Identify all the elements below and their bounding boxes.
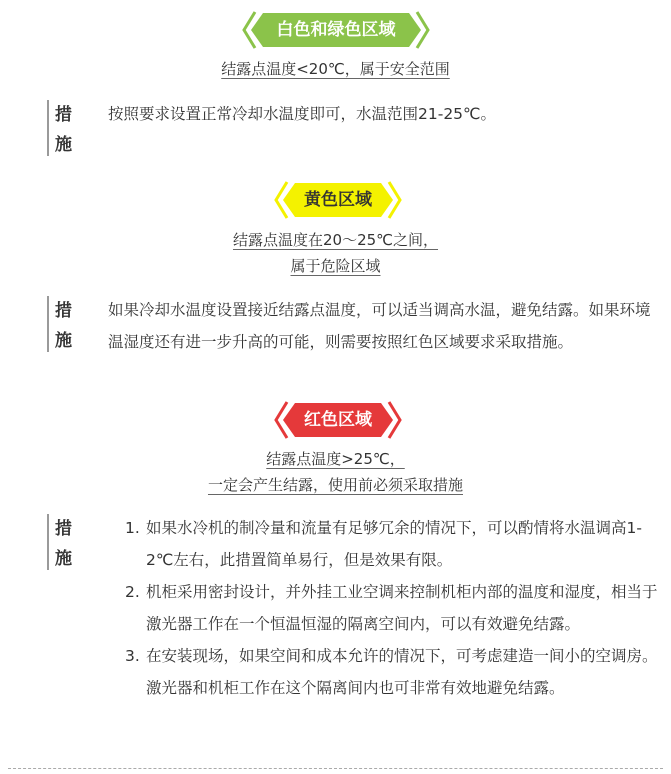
measure-char-2: 施	[55, 135, 72, 155]
red-measure-label	[47, 514, 75, 570]
measure-char-1: 措	[55, 105, 72, 125]
list-item-number: 3.	[125, 647, 140, 665]
green-condition-line: 结露点温度<20℃，属于安全范围	[221, 60, 450, 78]
red-banner-label: 红色区域	[304, 410, 372, 430]
yellow-zone-banner	[0, 180, 671, 220]
list-item-number: 1.	[125, 519, 140, 537]
red-condition-2	[0, 472, 671, 498]
green-zone-banner	[0, 10, 671, 50]
red-condition-1	[0, 446, 671, 472]
list-item-text: 机柜采用密封设计，并外挂工业空调来控制机柜内部的温度和湿度，相当于激光器工作在一个恒温恒湿的隔离空间内，可以有效避免结露。	[146, 583, 658, 633]
green-measure-label	[47, 100, 75, 156]
red-measure-list	[108, 512, 660, 704]
list-item-text: 如果水冷机的制冷量和流量有足够冗余的情况下，可以酌情将水温调高1-2℃左右，此措置简单易行，但是效果有限。	[146, 519, 642, 569]
list-item-number: 2.	[125, 583, 140, 601]
green-condition	[0, 56, 671, 82]
bottom-divider	[8, 768, 663, 769]
red-zone-banner	[0, 400, 671, 440]
yellow-condition-1	[0, 227, 671, 253]
measure-char-2: 施	[55, 549, 72, 569]
list-item-text: 在安装现场，如果空间和成本允许的情况下，可考虑建造一间小的空调房。激光器和机柜工作在这个隔离间内也可非常有效地避免结露。	[146, 647, 658, 697]
yellow-banner-label: 黄色区域	[304, 190, 372, 210]
measure-char-1: 措	[55, 301, 72, 321]
yellow-condition-2	[0, 253, 671, 279]
yellow-measure-label	[47, 296, 75, 352]
green-banner-label: 白色和绿色区域	[276, 20, 396, 40]
list-item	[108, 512, 660, 576]
list-item	[108, 640, 660, 704]
yellow-condition-line-1: 结露点温度在20～25℃之间，	[232, 231, 439, 249]
measure-char-2: 施	[55, 331, 72, 351]
measure-char-1: 措	[55, 519, 72, 539]
green-measure-text: 按照要求设置正常冷却水温度即可，水温范围21-25℃。	[108, 105, 496, 123]
list-item	[108, 576, 660, 640]
yellow-condition-line-2: 属于危险区域	[290, 257, 381, 275]
red-condition-line-2: 一定会产生结露，使用前必须采取措施	[207, 476, 463, 494]
yellow-measure-text: 如果冷却水温度设置接近结露点温度，可以适当调高水温，避免结露。如果环境温湿度还有进一步升高的可能，则需要按照红色区域要求采取措施。	[108, 301, 651, 351]
red-condition-line-1: 结露点温度>25℃，	[266, 450, 405, 468]
